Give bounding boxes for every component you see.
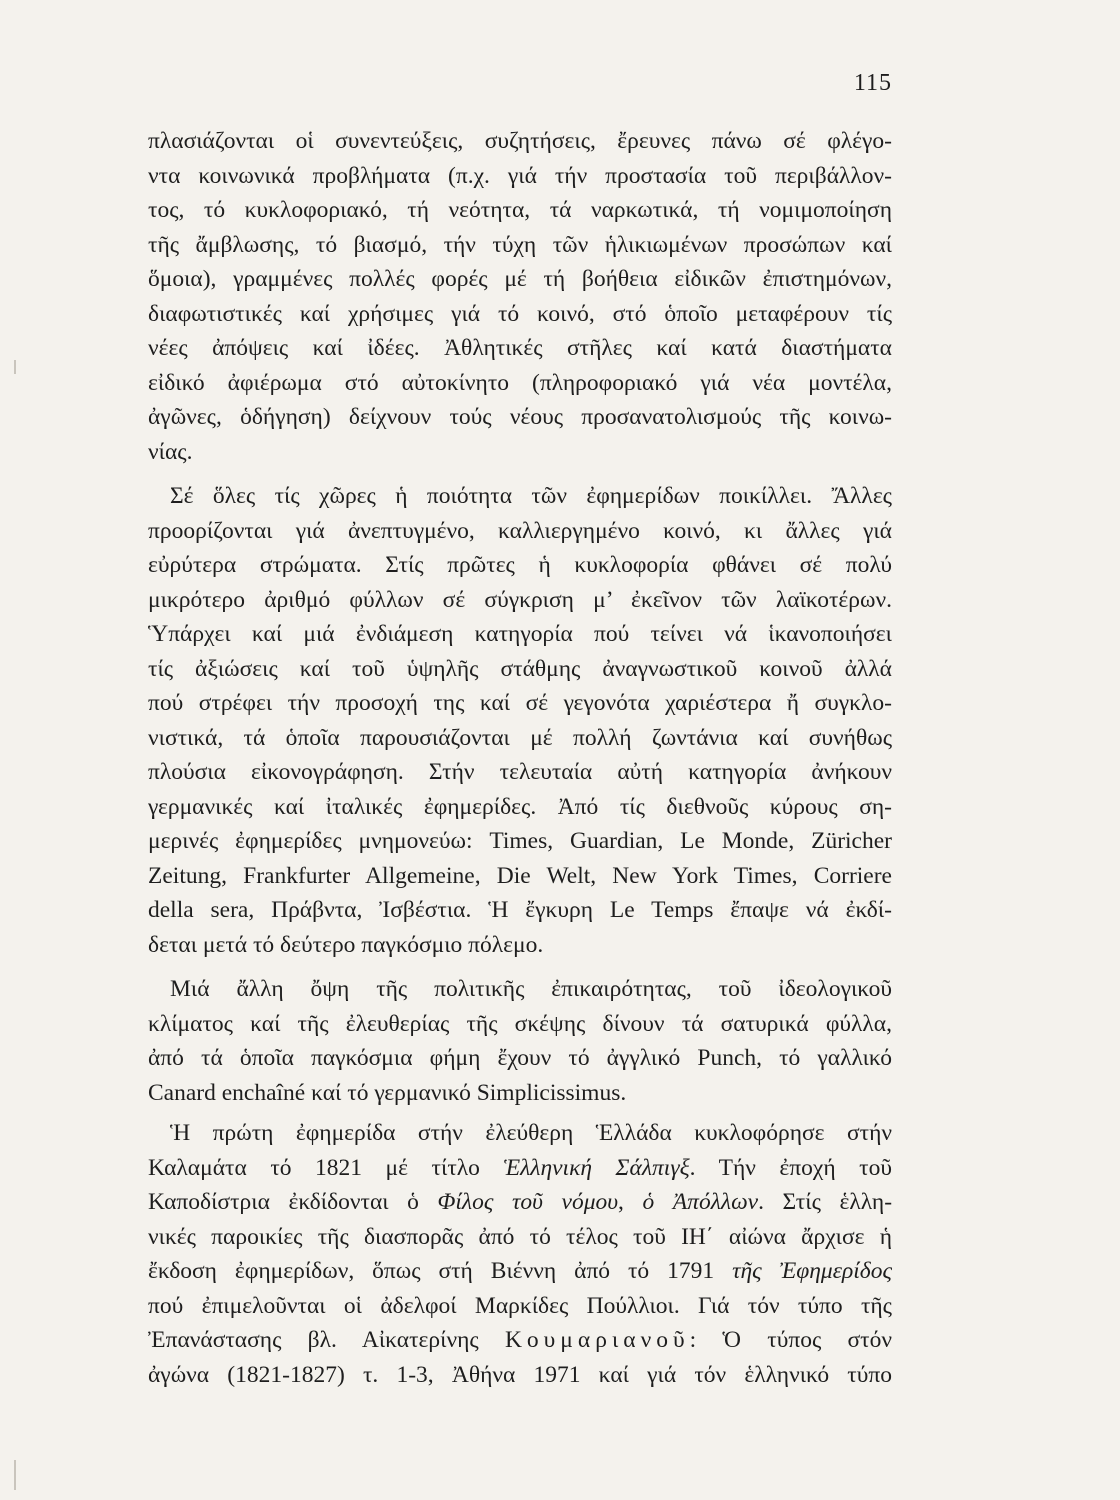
text-line: Μιά ἄλλη ὄψη τῆς πολιτικῆς ἐπικαιρότητας, τοῦ ἰδεολογικοῦ	[170, 976, 892, 1002]
text-line: Canard enchaîné καί τό γερμανικό Simplicissimus.	[148, 1079, 627, 1106]
binding-mark	[14, 360, 16, 374]
text-line: Καλαμάτα τό 1821 μέ τίτλο Ἑλληνική Σάλπιγξ. Τήν ἐποχή τοῦ	[148, 1154, 892, 1181]
text-line: τος, τό κυκλοφοριακό, τή νεότητα, τά ναρκωτικά, τή νομιμοποίηση	[148, 197, 892, 223]
text-line: πλασιάζονται οἱ συνεντεύξεις, συζητήσεις, ἔρευνες πάνω σέ φλέγο-	[148, 128, 892, 154]
text-line: πού ἐπιμελοῦνται οἱ ἀδελφοί Μαρκίδες Πούλλιοι. Γιά τόν τύπο τῆς	[148, 1292, 892, 1319]
title-italic: Ἑλληνική Σάλπιγξ	[503, 1154, 690, 1181]
text-line: Ὑπάρχει καί μιά ἐνδιάμεση κατηγορία πού τείνει νά ἱκανοποιήσει	[148, 621, 892, 647]
text-line: ἔκδοση ἐφημερίδων, ὅπως στή Βιέννη ἀπό τό 1791 τῆς Ἐφημερίδος	[148, 1258, 892, 1284]
text-line: Σέ ὅλες τίς χῶρες ἡ ποιότητα τῶν ἐφημερίδων ποικίλλει. Ἄλλες	[170, 483, 892, 509]
title-italic: Φίλος τοῦ νόμου	[437, 1189, 619, 1215]
text-line: νικές παροικίες τῆς διασπορᾶς ἀπό τό τέλος τοῦ ΙΗ΄ αἰώνα ἄρχισε ἡ	[148, 1223, 892, 1250]
title-italic: ὁ Ἀπόλλων	[642, 1189, 759, 1215]
text-line: ντα κοινωνικά προβλήματα (π.χ. γιά τήν προστασία τοῦ περιβάλλον-	[148, 162, 892, 189]
text-line: πού στρέφει τήν προσοχή της καί σέ γεγονότα χαριέστερα ἤ συγκλο-	[148, 690, 892, 716]
text-line: νέες ἀπόψεις καί ἰδέες. Ἀθλητικές στῆλες καί κατά διαστήματα	[148, 335, 892, 361]
text-line: della sera, Πράβντα, Ἰσβέστια. Ἡ ἔγκυρη Le Temps ἔπαψε νά ἐκδί-	[148, 897, 892, 923]
paragraph-2	[148, 479, 892, 962]
text-line: κλίματος καί τῆς ἐλευθερίας τῆς σκέψης δίνουν τά σατυρικά φύλλα,	[148, 1010, 892, 1037]
text-line: Ἡ πρώτη ἐφημερίδα στήν ἐλεύθερη Ἑλλάδα κυκλοφόρησε στήν	[170, 1120, 892, 1146]
author-spaced: Κουμαριανοῦ	[504, 1327, 690, 1353]
text-line: ὅμοια), γραμμένες πολλές φορές μέ τή βοήθεια εἰδικῶν ἐπιστημόνων,	[148, 266, 892, 292]
text-line: Καποδίστρια ἐκδίδονται ὁ Φίλος τοῦ νόμου, ὁ Ἀπόλλων. Στίς ἑλλη-	[148, 1189, 892, 1215]
text-line: ἀγώνα (1821-1827) τ. 1-3, Ἀθήνα 1971 καί γιά τόν ἑλληνικό τύπο	[148, 1361, 892, 1388]
text-line: Zeitung, Frankfurter Allgemeine, Die Welt, New York Times, Corriere	[148, 862, 892, 889]
text-line: προορίζονται γιά ἀνεπτυγμένο, καλλιεργημένο κοινό, κι ἄλλες γιά	[148, 517, 892, 544]
page-number: 115	[853, 70, 892, 96]
text-line: γερμανικές καί ἰταλικές ἐφημερίδες. Ἀπό τίς διεθνοῦς κύρους ση-	[148, 793, 892, 820]
body-text	[148, 124, 892, 1392]
text-line: δεται μετά τό δεύτερο παγκόσμιο πόλεμο.	[148, 931, 544, 958]
text-line: ἀπό τά ὁποῖα παγκόσμια φήμη ἔχουν τό ἀγγλικό Punch, τό γαλλικό	[148, 1045, 892, 1071]
text-line: μερινές ἐφημερίδες μνημονεύω: Times, Guardian, Le Monde, Züricher	[148, 828, 892, 854]
text-line: πλούσια εἰκονογράφηση. Στήν τελευταία αὐτή κατηγορία ἀνήκουν	[148, 759, 892, 785]
text-line: νιστικά, τά ὁποῖα παρουσιάζονται μέ πολλή ζωντάνια καί συνήθως	[148, 724, 892, 751]
text-line: μικρότερο ἀριθμό φύλλων σέ σύγκριση μ’ ἐκεῖνον τῶν λαϊκοτέρων.	[148, 586, 892, 613]
text-line: διαφωτιστικές καί χρήσιμες γιά τό κοινό, στό ὁποῖο μεταφέρουν τίς	[148, 300, 892, 327]
binding-mark	[14, 1460, 16, 1490]
text-line: τῆς ἄμβλωσης, τό βιασμό, τήν τύχη τῶν ἡλικιωμένων προσώπων καί	[148, 231, 892, 258]
text-line: εὐρύτερα στρώματα. Στίς πρῶτες ἡ κυκλοφορία φθάνει σέ πολύ	[148, 552, 892, 578]
text-line: τίς ἀξιώσεις καί τοῦ ὑψηλῆς στάθμης ἀναγνωστικοῦ κοινοῦ ἀλλά	[148, 655, 892, 682]
text-line: Ἐπανάστασης βλ. Αἰκατερίνης Κουμαριανοῦ: Ὁ τύπος στόν	[148, 1327, 892, 1353]
text-line: ἀγῶνες, ὁδήγηση) δείχνουν τούς νέους προσανατολισμούς τῆς κοινω-	[148, 404, 892, 430]
footnote-paragraph	[148, 1116, 892, 1392]
title-italic: τῆς Ἐφημερίδος	[732, 1258, 892, 1284]
text-line: νίας.	[148, 438, 193, 465]
paragraph-3	[148, 972, 892, 1110]
paragraph-1	[148, 124, 892, 469]
text-line: εἰδικό ἀφιέρωμα στό αὐτοκίνητο (πληροφοριακό γιά νέα μοντέλα,	[148, 369, 892, 396]
